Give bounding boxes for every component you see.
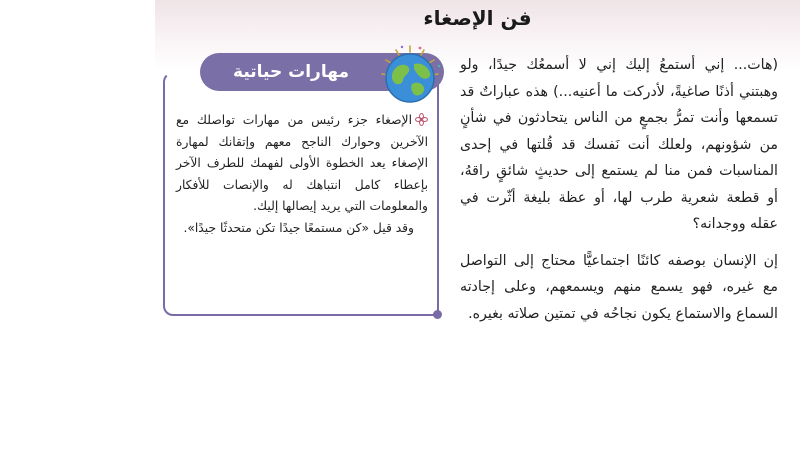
lesson-paragraph-1: (هات... إني أستمعُ إليك إني لا أسمعُك جيدًا، ولو وهبتني أذنًا صاغيةً، لأدركت ما أعنيه...) هذه عباراتٌ قد تسمعها وأنت تمرُّ بجمعٍ من الناس يتحادثون في شأنٍ من شؤونهم، ولعلك أنت نَفسك قد قُلتها في إحدى المناسبات فمن منا لم يستمع إلى حديثٍ شائقٍ راقهُ، أو قطعة شعرية طرب لها، أو عظة بليغة أثّرت في عقله ووجدانه؟ (460, 57, 778, 232)
life-skills-label: مهارات حياتية (233, 62, 349, 82)
left-margin (0, 0, 155, 449)
life-skills-text (176, 110, 428, 240)
lesson-title: فن الإصغاء (423, 6, 532, 30)
lesson-body (460, 52, 778, 335)
life-skills-paragraph-2: وقد قيل «كن مستمعًا جيدًا تكن متحدثًا جيدًا». (183, 220, 414, 235)
life-skills-paragraph-1 (176, 110, 428, 218)
lesson-paragraph-2: إن الإنسان بوصفه كائنًا اجتماعيًّا محتاج إلى التواصل مع غيره، فهو يسمع منهم ويسمعهم، وعلى إجادته السماع والاستماع يكون نجاحُه في تمتين صلاته بغيره. (460, 252, 778, 322)
box-end-dot (433, 310, 442, 319)
globe-icon (376, 44, 444, 106)
flower-icon (415, 112, 428, 125)
life-skills-paragraph-1-text: الإصغاء جزء رئيس من مهارات تواصلك مع الآخرين وحوارك الناجح معهم وإتقانك لمهارة الإصغاء يعد الخطوة الأولى لفهمك للطرف الآخر بإعطاء كامل انتباهك له والإنصات للأفكار والمعلومات التي يريد إيصالها إليك. (176, 113, 428, 214)
